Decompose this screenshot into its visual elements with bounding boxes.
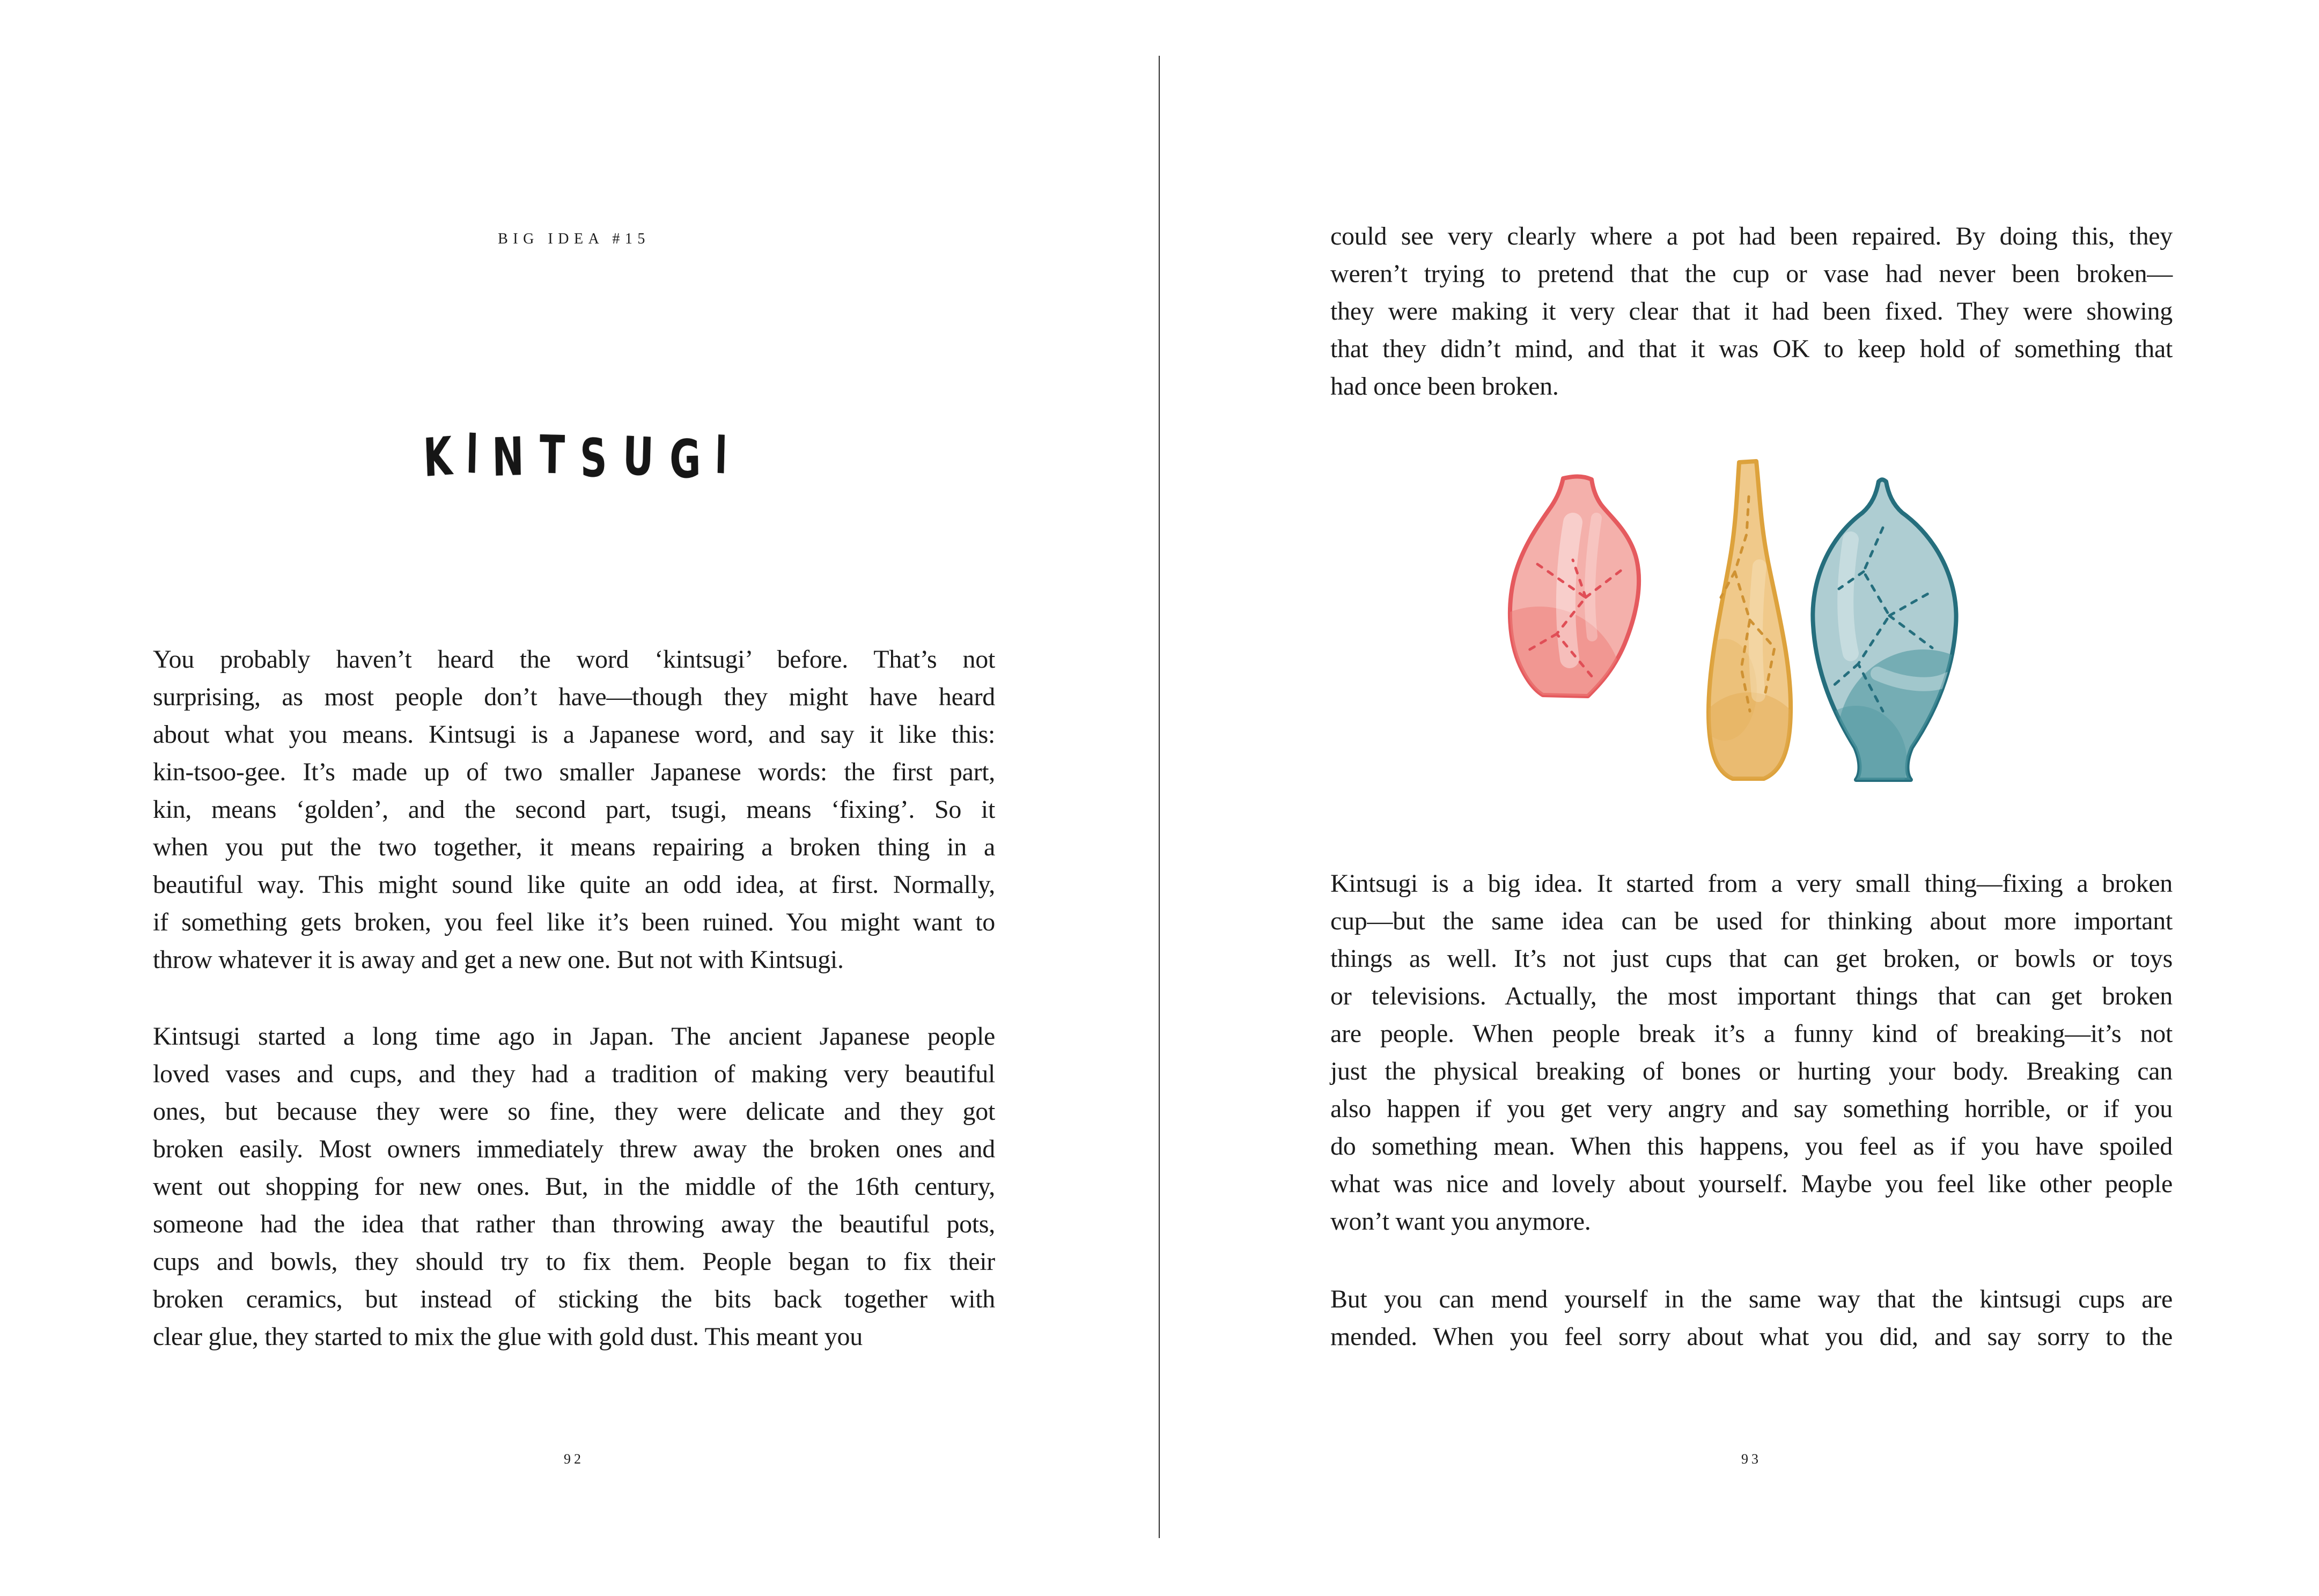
- title-letter: I: [465, 422, 479, 486]
- text-line: kin-tsoo-gee. It’s made up of two smaller Japanese words: the first part,: [153, 758, 995, 786]
- title-letter: S: [579, 427, 608, 490]
- title-letter: G: [669, 428, 702, 491]
- title-letter: K: [422, 426, 453, 489]
- right-paragraph-1: [1330, 218, 2173, 405]
- title-letter: U: [622, 425, 654, 489]
- text-line: they were making it very clear that it had been fixed. They were showing: [1330, 297, 2173, 326]
- text-line: what was nice and lovely about yourself. Maybe you feel like other people: [1330, 1170, 2173, 1198]
- yellow-bottle: [1687, 461, 1810, 786]
- text-line: cup—but the same idea can be used for thinking about more important: [1330, 907, 2173, 935]
- left-paragraph-1: [153, 641, 995, 979]
- right-page-number: 93: [1741, 1451, 1762, 1467]
- pink-vase: [1507, 477, 1639, 773]
- pink-vase-highlight: [1566, 522, 1573, 659]
- text-line: beautiful way. This might sound like quite an odd idea, at first. Normally,: [153, 870, 995, 899]
- text-line: also happen if you get very angry and say something horrible, or if you: [1330, 1095, 2173, 1123]
- kintsugi-vases-illustration: [1507, 459, 1979, 786]
- text-line: clear glue, they started to mix the glue with gold dust. This meant you: [153, 1322, 863, 1351]
- text-line: kin, means ‘golden’, and the second part, tsugi, means ‘fixing’. So it: [153, 795, 995, 824]
- text-line: are people. When people break it’s a funny kind of breaking—it’s not: [1330, 1019, 2173, 1048]
- text-line: that they didn’t mind, and that it was OK to keep hold of something that: [1330, 335, 2173, 363]
- vases-drawing: [1507, 459, 1979, 786]
- text-line: broken ceramics, but instead of sticking the bits back together with: [153, 1285, 995, 1313]
- text-line: won’t want you anymore.: [1330, 1207, 1591, 1236]
- text-line: about what you means. Kintsugi is a Japanese word, and say it like this:: [153, 720, 995, 749]
- right-paragraph-2: [1330, 865, 2173, 1240]
- text-line: Kintsugi started a long time ago in Japan. The ancient Japanese people: [153, 1022, 995, 1051]
- text-line: could see very clearly where a pot had been repaired. By doing this, they: [1330, 222, 2173, 250]
- page-gutter-divider: [1159, 56, 1160, 1538]
- text-line: Kintsugi is a big idea. It started from a very small thing—fixing a broken: [1330, 869, 2173, 898]
- text-line: surprising, as most people don’t have—though they might have heard: [153, 683, 995, 711]
- chapter-title: [153, 422, 995, 491]
- yellow-bottle-shade-2: [1692, 639, 1757, 741]
- text-line: weren’t trying to pretend that the cup or vase had never been broken—: [1330, 260, 2173, 288]
- chapter-kicker: BIG IDEA #15: [498, 231, 650, 247]
- text-line: mended. When you feel sorry about what you did, and say sorry to the: [1330, 1322, 2173, 1351]
- text-line: throw whatever it is away and get a new one. But not with Kintsugi.: [153, 945, 844, 974]
- title-letter: I: [714, 424, 728, 486]
- text-line: loved vases and cups, and they had a tradition of making very beautiful: [153, 1060, 995, 1088]
- text-line: You probably haven’t heard the word ‘kintsugi’ before. That’s not: [153, 645, 995, 674]
- text-line: broken easily. Most owners immediately threw away the broken ones and: [153, 1135, 995, 1163]
- teal-vase: [1805, 479, 1979, 786]
- text-line: just the physical breaking of bones or hurting your body. Breaking can: [1330, 1057, 2173, 1085]
- text-line: cups and bowls, they should try to fix them. People began to fix their: [153, 1247, 995, 1276]
- text-line: had once been broken.: [1330, 372, 1559, 401]
- teal-vase-highlight: [1845, 540, 1851, 653]
- right-paragraph-3: [1330, 1281, 2173, 1356]
- text-line: do something mean. When this happens, you feel as if you have spoiled: [1330, 1132, 2173, 1161]
- title-letter: N: [491, 426, 525, 489]
- left-page-number: 92: [564, 1451, 584, 1467]
- text-line: went out shopping for new ones. But, in the middle of the 16th century,: [153, 1172, 995, 1201]
- text-line: things as well. It’s not just cups that can get broken, or bowls or toys: [1330, 944, 2173, 973]
- text-line: someone had the idea that rather than throwing away the beautiful pots,: [153, 1210, 995, 1238]
- text-line: But you can mend yourself in the same way that the kintsugi cups are: [1330, 1285, 2173, 1313]
- text-line: when you put the two together, it means repairing a broken thing in a: [153, 833, 995, 861]
- left-paragraph-2: [153, 1018, 995, 1356]
- text-line: or televisions. Actually, the most important things that can get broken: [1330, 982, 2173, 1010]
- text-line: if something gets broken, you feel like it’s been ruined. You might want to: [153, 908, 995, 936]
- pink-vase-highlight-2: [1590, 518, 1596, 636]
- text-line: ones, but because they were so fine, they were delicate and they got: [153, 1097, 995, 1126]
- title-letter: T: [539, 424, 565, 486]
